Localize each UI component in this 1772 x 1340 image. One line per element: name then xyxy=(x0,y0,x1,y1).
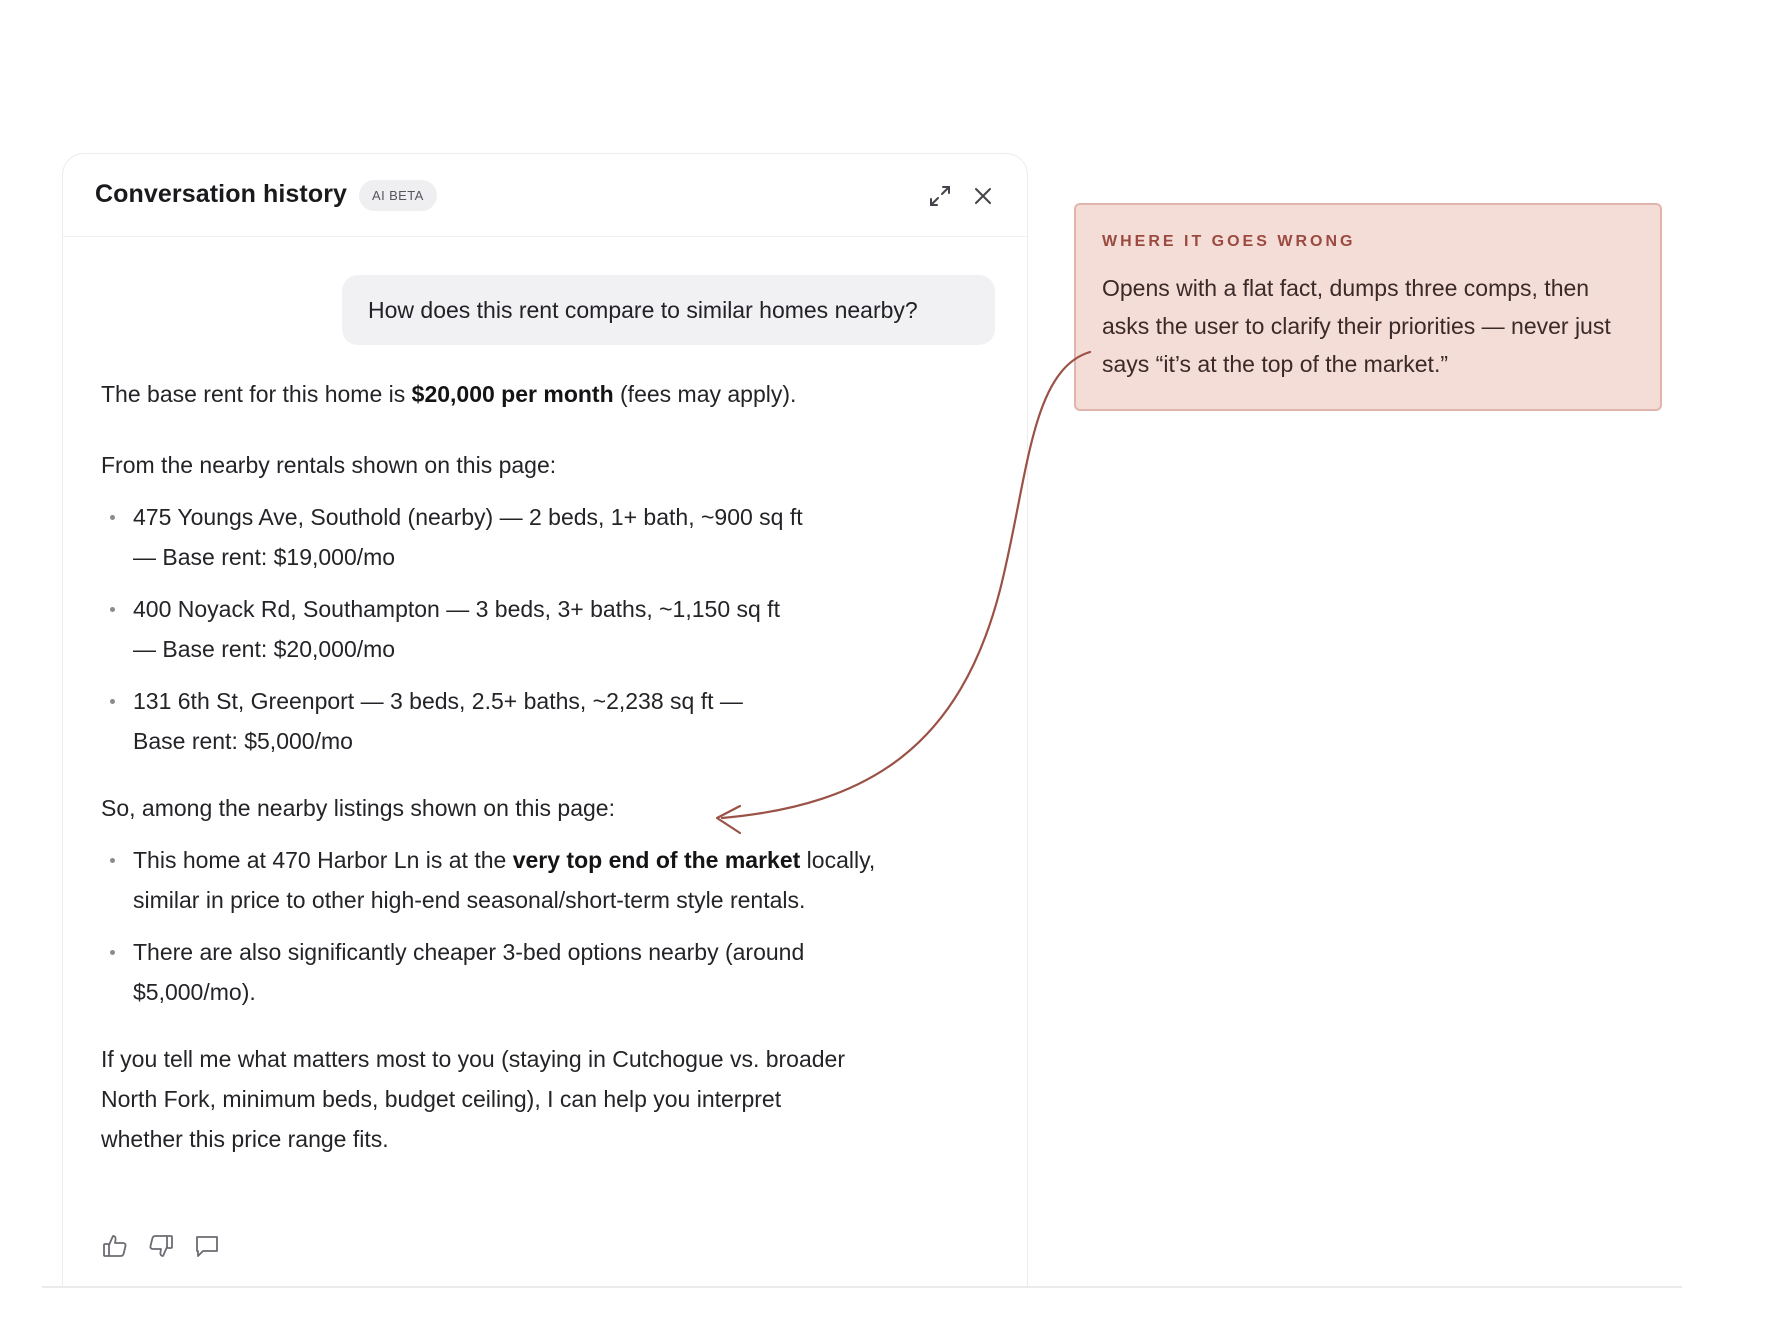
expand-button[interactable] xyxy=(925,181,955,211)
panel-header xyxy=(63,154,1027,237)
comment-button[interactable] xyxy=(193,1232,221,1260)
list-item: There are also significantly cheaper 3-bed options nearby (around $5,000/mo). xyxy=(101,932,893,1012)
thumbs-up-button[interactable] xyxy=(101,1232,129,1260)
nearby-heading: From the nearby rentals shown on this page: xyxy=(101,452,557,478)
summary-heading: So, among the nearby listings shown on this page: xyxy=(101,795,615,821)
expand-icon xyxy=(925,181,955,211)
callout-text: Opens with a flat fact, dumps three comps, then asks the user to clarify their priorities — never just says “it’s at the top of the market.” xyxy=(1102,275,1611,377)
list-item: This home at 470 Harbor Ln is at the very top end of the market locally, similar in price to other high-end seasonal/short-term style rentals. xyxy=(101,840,893,920)
close-icon xyxy=(968,181,998,211)
user-message-bubble: How does this rent compare to similar homes nearby? xyxy=(342,275,995,345)
summary-list xyxy=(101,840,981,1012)
response-intro: The base rent for this home is $20,000 per month (fees may apply). xyxy=(101,381,797,407)
close-button[interactable] xyxy=(968,181,998,211)
annotation-callout xyxy=(1074,203,1662,411)
panel-title: Conversation history xyxy=(95,180,348,208)
thumbs-down-icon xyxy=(147,1232,175,1260)
listings-list xyxy=(101,497,981,761)
conversation-panel xyxy=(62,153,1028,1288)
thumbs-up-icon xyxy=(101,1232,129,1260)
list-item: 475 Youngs Ave, Southold (nearby) — 2 beds, 1+ bath, ~900 sq ft — Base rent: $19,000/mo xyxy=(101,497,813,577)
list-item: 400 Noyack Rd, Southampton — 3 beds, 3+ baths, ~1,150 sq ft — Base rent: $20,000/mo xyxy=(101,589,793,669)
assistant-response xyxy=(101,374,981,1159)
closing-paragraph: If you tell me what matters most to you (staying in Cutchogue vs. broader North Fork, minimum beds, budget ceiling), I can help you interpret whether this price range fits. xyxy=(101,1046,846,1152)
comment-icon xyxy=(193,1232,221,1260)
beta-badge: AI BETA xyxy=(359,180,437,211)
list-item: 131 6th St, Greenport — 3 beds, 2.5+ baths, ~2,238 sq ft — Base rent: $5,000/mo xyxy=(101,681,793,761)
divider xyxy=(42,1286,1682,1288)
thumbs-down-button[interactable] xyxy=(147,1232,175,1260)
callout-label: WHERE IT GOES WRONG xyxy=(1102,233,1356,250)
